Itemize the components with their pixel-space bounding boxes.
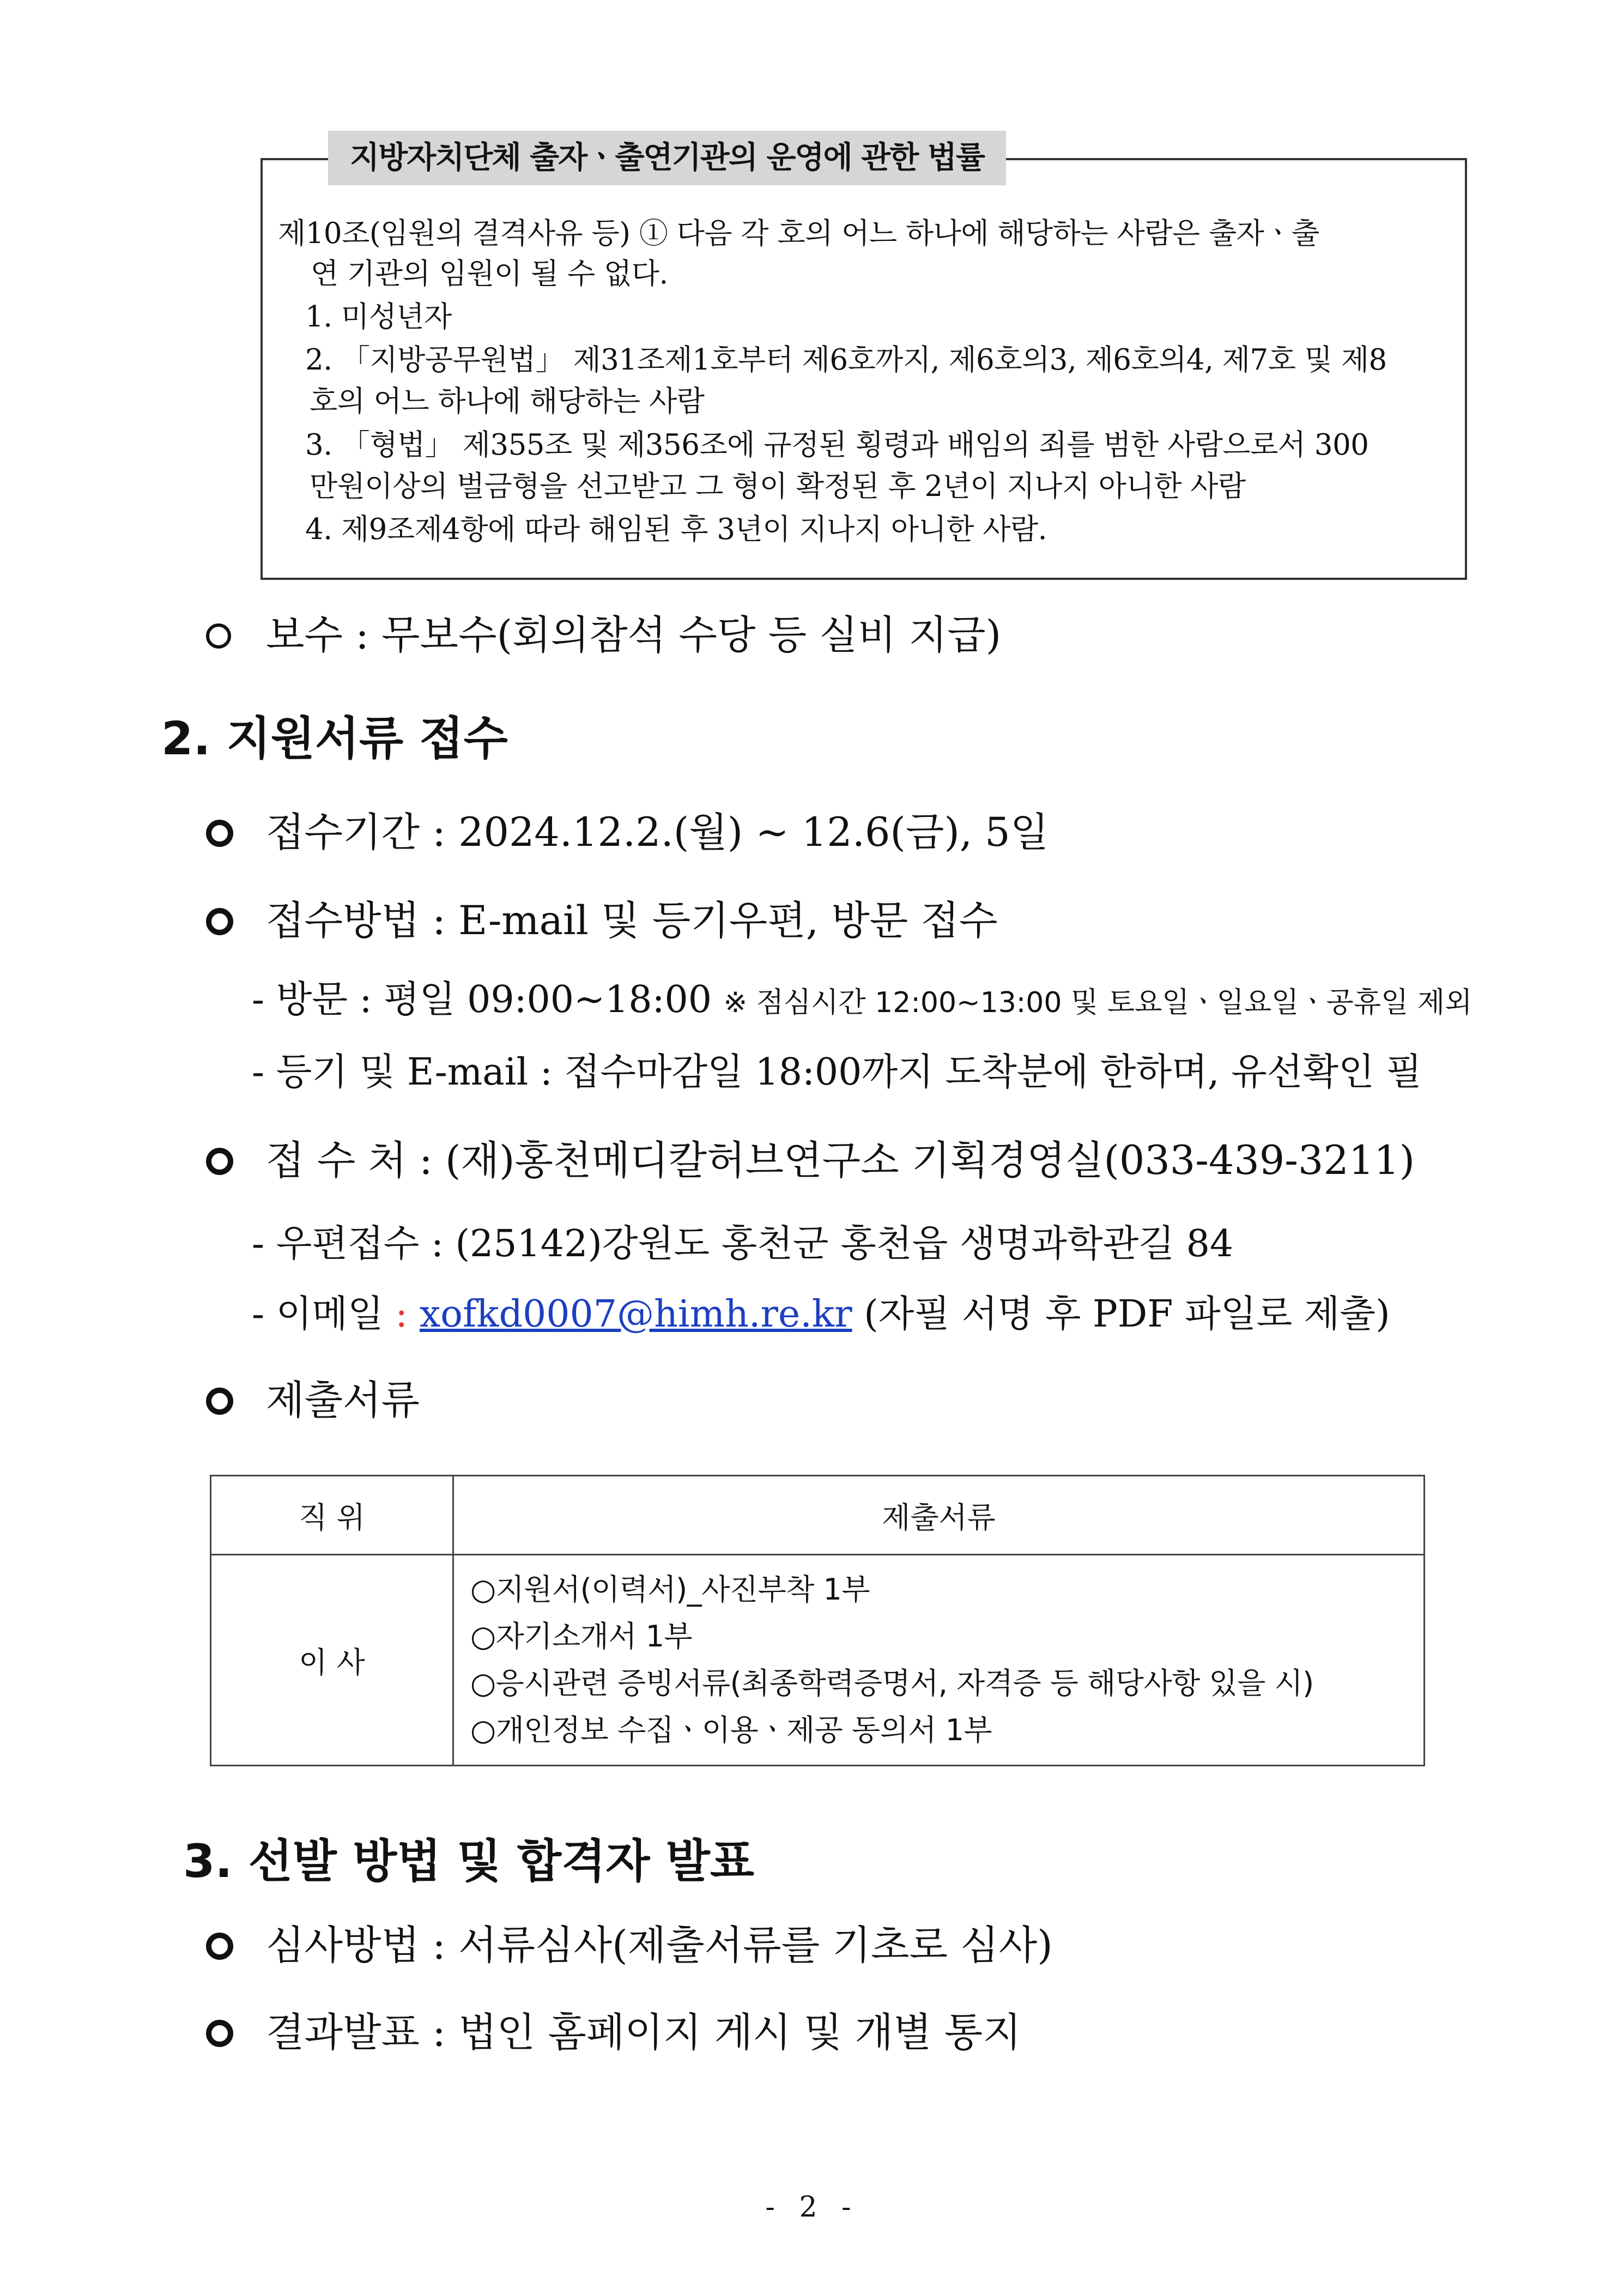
doc-item: ○개인정보 수집ㆍ이용ㆍ제공 동의서 1부 (470, 1713, 992, 1747)
postal-line: - 우편접수 : (25142)강원도 홍천군 홍천읍 생명과학관길 84 (252, 1222, 1234, 1265)
circle-bullet-icon (206, 908, 233, 935)
pay-item: 보수 : 무보수(회의참석 수당 등 실비 지급) (206, 608, 1001, 663)
table-row (211, 1555, 1425, 1766)
email-link[interactable]: xofkd0007@himh.re.kr (419, 1293, 852, 1336)
law-line: 2. 「지방공무원법」 제31조제1호부터 제6호까지, 제6호의3, 제6호의4, 제7호 및 제8 (305, 343, 1387, 377)
circle-bullet-icon (206, 1148, 233, 1175)
law-line: 4. 제9조제4항에 따라 해임된 후 3년이 지나지 아니한 사람. (305, 513, 1047, 546)
table-header-row (211, 1476, 1425, 1555)
result-item: 결과발표 : 법인 홈페이지 게시 및 개별 통지 (206, 2006, 1021, 2060)
docs-item: 제출서류 (206, 1373, 420, 1428)
law-line: 3. 「형법」 제355조 및 제356조에 규정된 횡령과 배임의 죄를 범한 사람으로서 300 (305, 428, 1369, 462)
circle-bullet-icon (206, 820, 233, 847)
circle-bullet-icon (206, 1388, 233, 1415)
header-docs: 제출서류 (453, 1476, 1425, 1555)
doc-item: ○응시관련 증빙서류(최종학력증명서, 자격증 등 해당사항 있을 시) (470, 1666, 1314, 1700)
doc-item: ○지원서(이력서)_사진부착 1부 (470, 1572, 870, 1607)
docs-cell (453, 1555, 1425, 1766)
law-box-title: 지방자치단체 출자ㆍ출연기관의 운영에 관한 법률 (328, 131, 1006, 185)
review-item: 심사방법 : 서류심사(제출서류를 기초로 심사) (206, 1918, 1053, 1973)
submission-table (210, 1475, 1425, 1766)
doc-item: ○자기소개서 1부 (470, 1619, 693, 1654)
circle-bullet-icon (206, 1933, 233, 1960)
method-item: 접수방법 : E-mail 및 등기우편, 방문 접수 (206, 894, 998, 948)
visit-line: - 방문 : 평일 09:00~18:00 ※ 점심시간 12:00~13:00 및 토요일ㆍ일요일ㆍ공휴일 제외 (252, 978, 1472, 1021)
circle-bullet-icon (206, 2020, 233, 2047)
law-line: 만원이상의 벌금형을 선고받고 그 형이 확정된 후 2년이 지나지 아니한 사람 (310, 470, 1246, 503)
law-line: 제10조(임원의 결격사유 등) ① 다음 각 호의 어느 하나에 해당하는 사람은 출자ㆍ출 (278, 217, 1319, 250)
registered-line: - 등기 및 E-mail : 접수마감일 18:00까지 도착분에 한하며, 유선확인 필 (252, 1051, 1422, 1094)
position-cell: 이 사 (211, 1555, 453, 1766)
email-line: - 이메일 : xofkd0007@himh.re.kr (자필 서명 후 PDF 파일로 제출) (252, 1293, 1390, 1336)
period-item: 접수기간 : 2024.12.2.(월) ~ 12.6(금), 5일 (206, 806, 1049, 860)
law-line: 1. 미성년자 (305, 300, 452, 334)
hollow-circle-bullet-icon (206, 623, 231, 649)
section-3-heading: 3. 선발 방법 및 합격자 발표 (183, 1834, 755, 1888)
place-item: 접 수 처 : (재)홍천메디칼허브연구소 기획경영실(033-439-3211) (206, 1134, 1415, 1188)
section-2-heading: 2. 지원서류 접수 (161, 712, 508, 765)
law-line: 호의 어느 하나에 해당하는 사람 (310, 385, 705, 418)
page-number: - 2 - (765, 2191, 859, 2224)
law-line: 연 기관의 임원이 될 수 없다. (311, 257, 668, 290)
header-position: 직 위 (211, 1476, 453, 1555)
